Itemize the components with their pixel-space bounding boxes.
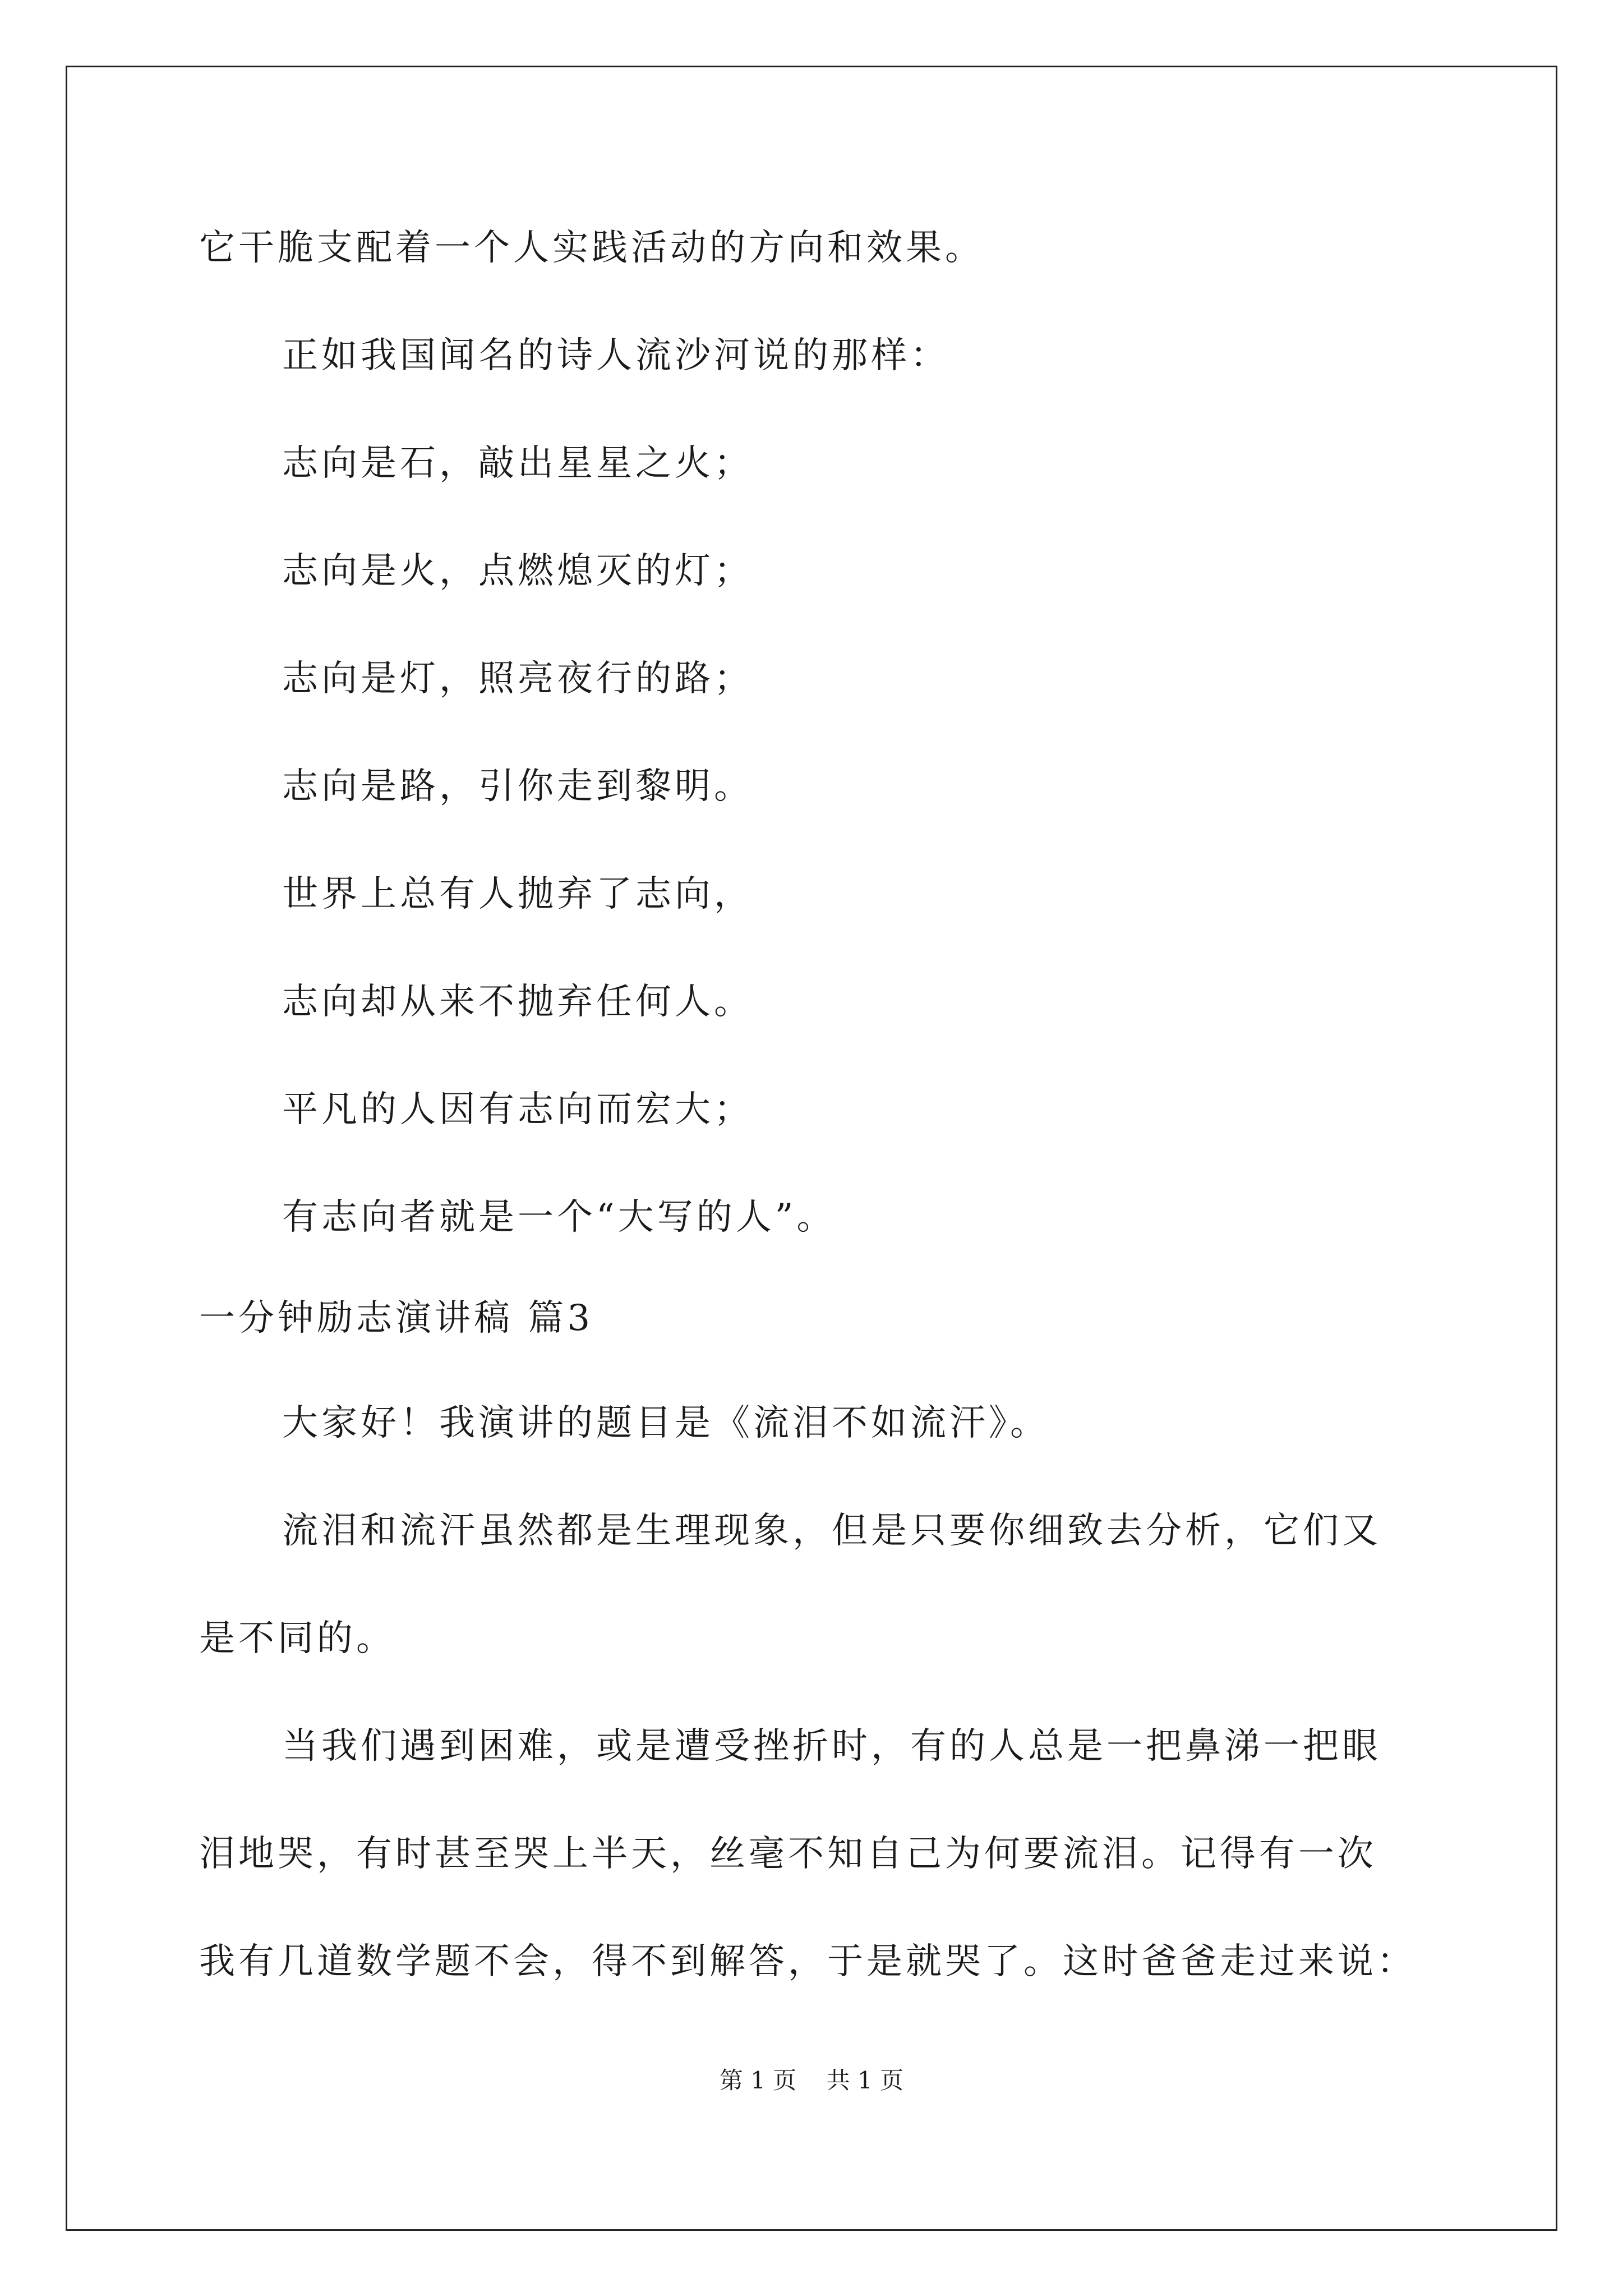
page-number-footer: 第 1 页 共 1 页 xyxy=(719,2067,904,2094)
paragraph-line: 是不同的。 xyxy=(199,1618,395,1659)
paragraph-line: 流泪和流汗虽然都是生理现象，但是只要你细致去分析，它们又 xyxy=(282,1510,1381,1552)
paragraph-line: 当我们遇到困难，或是遭受挫折时，有的人总是一把鼻涕一把眼 xyxy=(282,1726,1381,1767)
poem-line: 志向却从来不抛弃任何人。 xyxy=(282,981,753,1023)
paragraph-line: 它干脆支配着一个人实践活动的方向和效果。 xyxy=(199,227,984,269)
paragraph-line: 泪地哭，有时甚至哭上半天，丝毫不知自己为何要流泪。记得有一次 xyxy=(199,1833,1377,1875)
page-border xyxy=(66,66,1557,2231)
poem-line: 志向是火，点燃熄灭的灯； xyxy=(282,550,753,592)
poem-line: 有志向者就是一个“大写的人”。 xyxy=(282,1197,836,1238)
paragraph-line: 我有几道数学题不会，得不到解答，于是就哭了。这时爸爸走过来说： xyxy=(199,1941,1416,1982)
poem-line: 志向是路，引你走到黎明。 xyxy=(282,766,753,807)
paragraph-line: 正如我国闻名的诗人流沙河说的那样： xyxy=(282,335,949,376)
poem-line: 世界上总有人抛弃了志向， xyxy=(282,873,753,915)
poem-line: 志向是灯，照亮夜行的路； xyxy=(282,658,753,700)
poem-line: 志向是石，敲出星星之火； xyxy=(282,443,753,484)
paragraph-line: 大家好！我演讲的题目是《流泪不如流汗》。 xyxy=(282,1402,1049,1444)
section-heading: 一分钟励志演讲稿 篇3 xyxy=(199,1297,594,1339)
poem-line: 平凡的人因有志向而宏大； xyxy=(282,1089,753,1130)
